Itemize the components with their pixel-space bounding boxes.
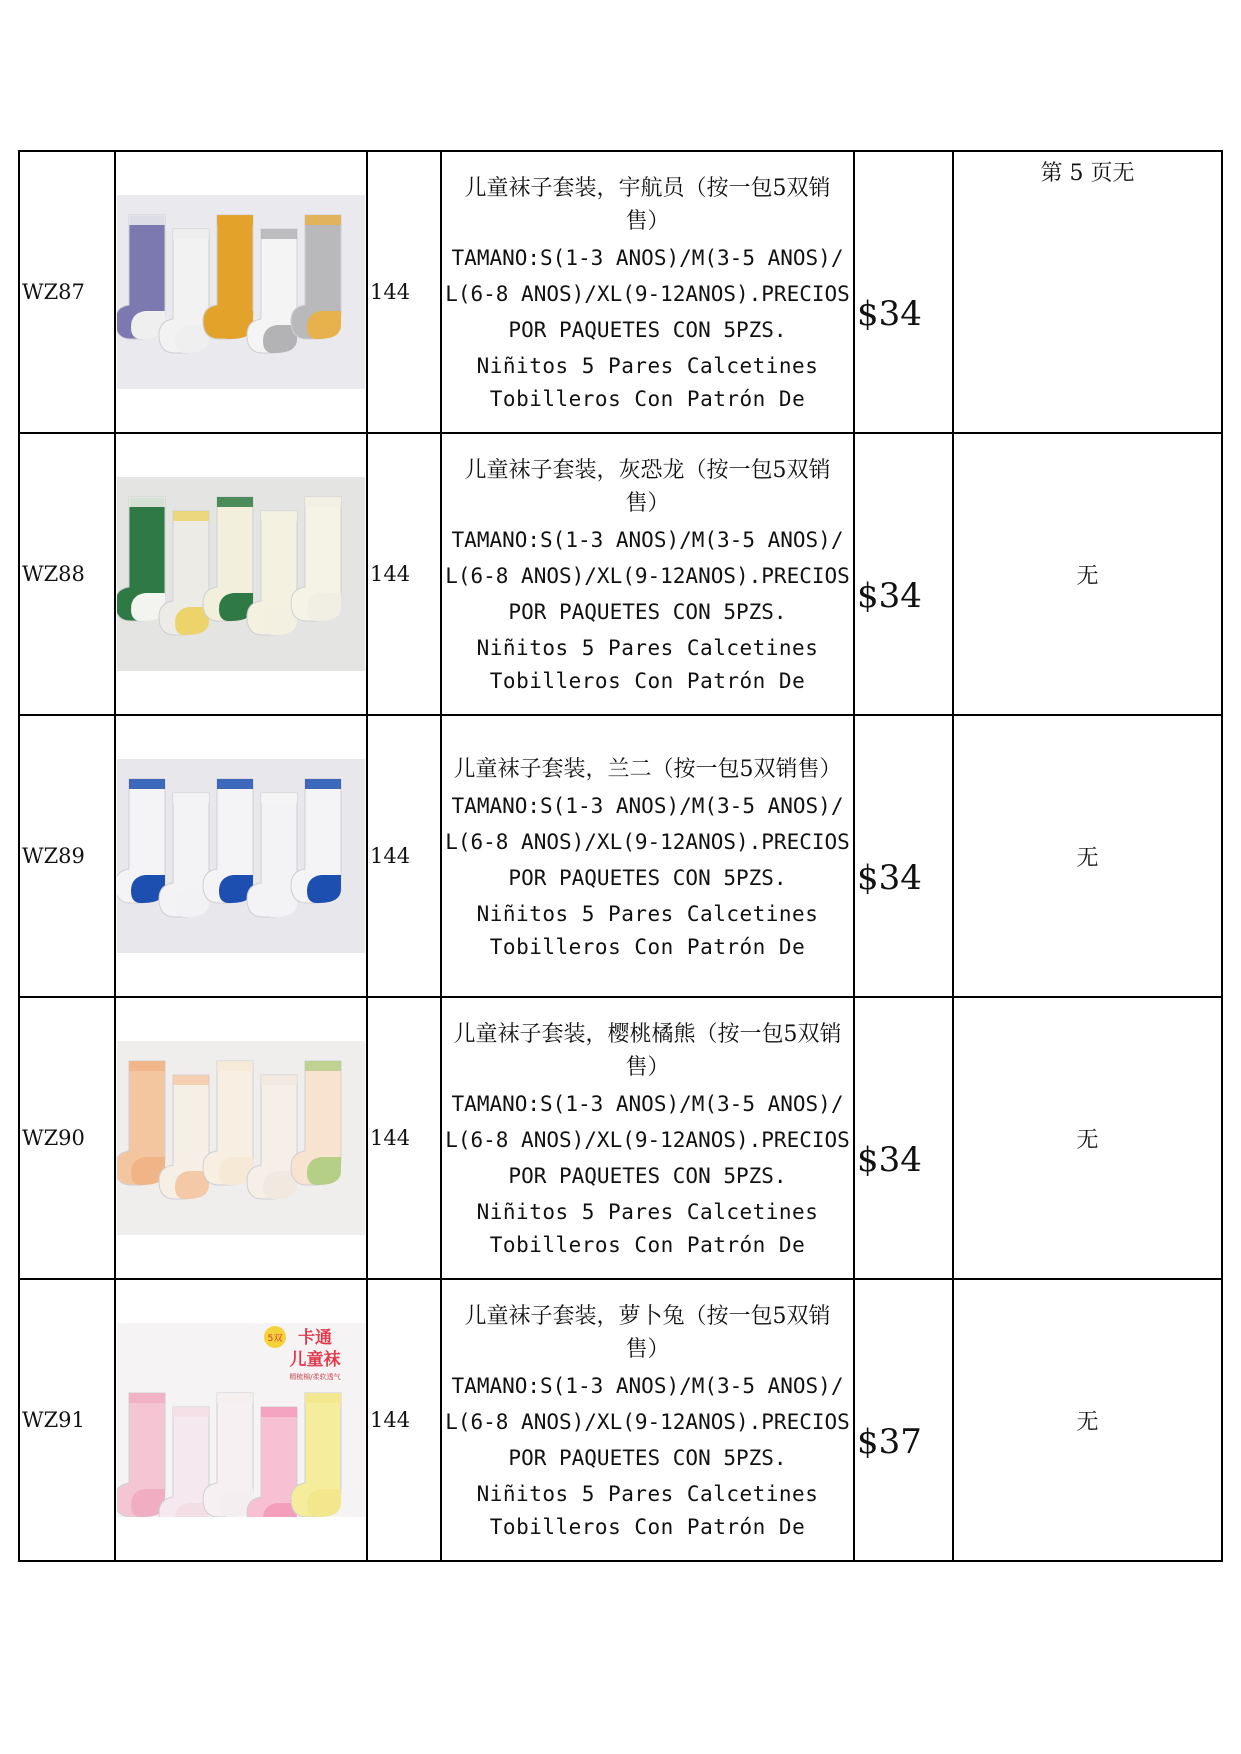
description-spanish: Niñitos 5 Pares Calcetines Tobilleros Con Patrón De (476, 354, 819, 411)
quantity-cell (367, 715, 441, 997)
quantity-cell (367, 151, 441, 433)
description-chinese: 儿童袜子套装，兰二（按一包5双销售） (453, 756, 842, 782)
description-spanish: Niñitos 5 Pares Calcetines Tobilleros Con Patrón De (476, 1482, 819, 1539)
note: 无 (1076, 1409, 1099, 1435)
banner-title: 卡通 (298, 1328, 332, 1348)
note-cell (953, 1279, 1222, 1561)
note-cell (953, 715, 1222, 997)
product-image-cell (115, 715, 367, 997)
note-cell (953, 997, 1222, 1279)
price: $34 (857, 294, 922, 334)
product-code-cell (19, 715, 115, 997)
price-cell (854, 433, 953, 715)
description-chinese: 儿童袜子套装，宇航员（按一包5双销售） (464, 176, 831, 234)
description-spanish: Niñitos 5 Pares Calcetines Tobilleros Con Patrón De (476, 636, 819, 693)
banner-subtitle: 儿童袜 (289, 1350, 341, 1370)
note: 无 (1076, 563, 1099, 589)
quantity-cell (367, 997, 441, 1279)
note: 无 (1076, 1127, 1099, 1153)
table-row (19, 1279, 1222, 1561)
quantity-cell (367, 433, 441, 715)
description-chinese: 儿童袜子套装，樱桃橘熊（按一包5双销售） (453, 1022, 842, 1080)
description-sizes: TAMANO:S(1-3 ANOS)/M(3-5 ANOS)/ L(6-8 ANOS)/XL(9-12ANOS).PRECIOS POR PAQUETES CON 5PZS. (445, 793, 850, 890)
product-code: WZ88 (22, 562, 85, 586)
product-photo (117, 1041, 365, 1235)
description-cell (441, 1279, 854, 1561)
product-code: WZ90 (22, 1126, 85, 1150)
quantity: 144 (370, 1126, 411, 1150)
note-cell (953, 151, 1222, 433)
description-cell (441, 715, 854, 997)
description-sizes: TAMANO:S(1-3 ANOS)/M(3-5 ANOS)/ L(6-8 ANOS)/XL(9-12ANOS).PRECIOS POR PAQUETES CON 5PZS. (445, 1374, 850, 1470)
banner-badge-text: 5双 (267, 1334, 283, 1344)
product-image-cell (115, 151, 367, 433)
quantity: 144 (370, 1408, 411, 1432)
description-sizes: TAMANO:S(1-3 ANOS)/M(3-5 ANOS)/ L(6-8 ANOS)/XL(9-12ANOS).PRECIOS POR PAQUETES CON 5PZS. (445, 246, 850, 342)
table-row (19, 715, 1222, 997)
description-sizes: TAMANO:S(1-3 ANOS)/M(3-5 ANOS)/ L(6-8 ANOS)/XL(9-12ANOS).PRECIOS POR PAQUETES CON 5PZS. (445, 1092, 850, 1188)
product-code-cell (19, 997, 115, 1279)
description-spanish: Niñitos 5 Pares Calcetines Tobilleros Con Patrón De (476, 901, 819, 959)
quantity: 144 (370, 280, 411, 304)
price: $37 (857, 1422, 922, 1462)
description-sizes: TAMANO:S(1-3 ANOS)/M(3-5 ANOS)/ L(6-8 ANOS)/XL(9-12ANOS).PRECIOS POR PAQUETES CON 5PZS. (445, 528, 850, 624)
description-chinese: 儿童袜子套装，灰恐龙（按一包5双销售） (464, 458, 831, 516)
description-chinese: 儿童袜子套装，萝卜兔（按一包5双销售） (464, 1304, 831, 1362)
description-cell (441, 151, 854, 433)
product-image-cell (115, 997, 367, 1279)
description-cell (441, 997, 854, 1279)
product-photo (117, 195, 365, 389)
quantity: 144 (370, 562, 411, 586)
price-cell (854, 151, 953, 433)
table-row (19, 997, 1222, 1279)
price-cell (854, 715, 953, 997)
product-photo (117, 759, 365, 953)
table-row (19, 433, 1222, 715)
product-code-cell (19, 151, 115, 433)
product-code: WZ87 (22, 280, 85, 304)
product-table (18, 150, 1223, 1562)
price-cell (854, 997, 953, 1279)
quantity-cell (367, 1279, 441, 1561)
product-code: WZ91 (22, 1408, 85, 1432)
quantity: 144 (370, 844, 411, 868)
price: $34 (857, 1140, 922, 1180)
product-image-cell (115, 1279, 367, 1561)
note: 无 (1076, 845, 1099, 871)
product-code-cell (19, 433, 115, 715)
description-cell (441, 433, 854, 715)
price: $34 (857, 858, 922, 898)
note-cell (953, 433, 1222, 715)
note: 第 5 页无 (1040, 161, 1135, 186)
product-photo (117, 1323, 365, 1517)
product-code-cell (19, 1279, 115, 1561)
product-code: WZ89 (22, 844, 85, 868)
banner-caption: 精梳棉/柔软透气 (289, 1373, 341, 1381)
product-photo (117, 477, 365, 671)
product-image-cell (115, 433, 367, 715)
table-row (19, 151, 1222, 433)
description-spanish: Niñitos 5 Pares Calcetines Tobilleros Con Patrón De (476, 1200, 819, 1257)
price-cell (854, 1279, 953, 1561)
price: $34 (857, 576, 922, 616)
